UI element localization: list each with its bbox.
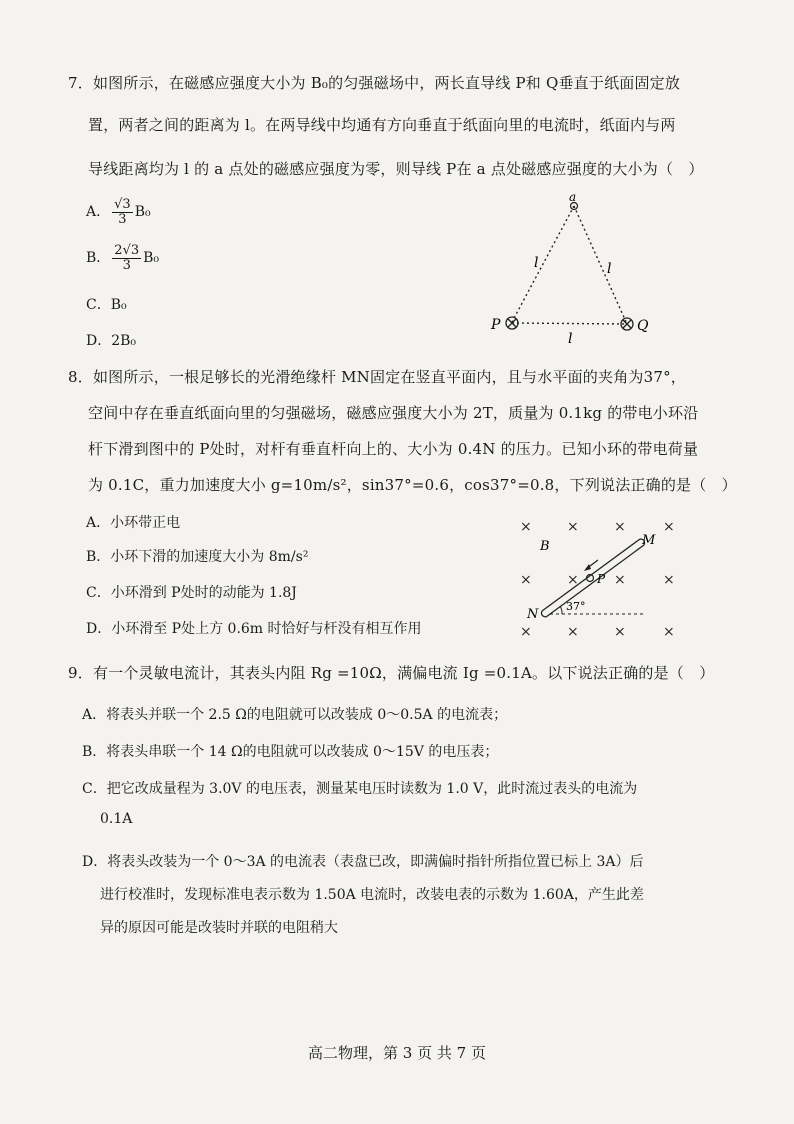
q8-line-1: 8．如图所示，一根足够长的光滑绝缘杆 MN固定在竖直平面内，且与水平面的夹角为37°，	[68, 368, 686, 386]
q8-option-c: C．小环滑到 P处时的动能为 1.8J	[86, 585, 297, 601]
q7-option-a-tail: B₀	[134, 204, 151, 221]
q9-option-a: A．将表头并联一个 2.5 Ω的电阻就可以改装成 0～0.5A 的电流表；	[82, 707, 508, 723]
q9-option-c-line-1: C．把它改成量程为 3.0V 的电压表，测量某电压时读数为 1.0 V，此时流过表头的电流为	[82, 781, 638, 797]
q8-line-2: 空间中存在垂直纸面向里的匀强磁场，磁感应强度大小为 2T，质量为 0.1kg 的带电小环沿	[88, 404, 699, 422]
q7-side-pa	[512, 206, 574, 322]
svg-text:×: ×	[614, 624, 626, 640]
q8-line-4: 为 0.1C，重力加速度大小 g=10m/s²，sin37°=0.6，cos37°=0.8，下列说法正确的是（ ）	[88, 476, 737, 494]
q7-side-qa	[574, 206, 627, 324]
q9-line-1: 9．有一个灵敏电流计，其表头内阻 Rg =10Ω，满偏电流 Ig =0.1A。以下说法正确的是（ ）	[68, 664, 715, 682]
q7-line-3: 导线距离均为 l 的 a 点处的磁感应强度为零，则导线 P在 a 点处磁感应强度的大小为（ ）	[88, 160, 704, 178]
svg-text:×: ×	[520, 572, 532, 588]
q7-option-b-label: B．	[86, 250, 111, 267]
q7-option-c: C．B₀	[86, 297, 127, 313]
svg-text:×: ×	[614, 519, 626, 535]
label-l-right: l	[607, 261, 612, 277]
q7-option-d: D．2B₀	[86, 333, 137, 349]
svg-text:×: ×	[567, 572, 579, 588]
svg-text:×: ×	[663, 624, 675, 640]
svg-text:×: ×	[567, 624, 579, 640]
q7-option-b	[86, 244, 159, 272]
svg-text:×: ×	[520, 519, 532, 535]
label-p: P	[491, 317, 501, 333]
angle-arc	[560, 606, 562, 614]
label-angle: 37°	[566, 600, 586, 613]
label-q: Q	[637, 318, 649, 334]
page-footer: 高二物理，第 3 页 共 7 页	[308, 1044, 486, 1062]
label-p-ring: P	[597, 572, 606, 586]
q8-rod-diagram	[512, 512, 690, 642]
q7-option-a-numerator: √3	[114, 197, 131, 212]
q7-line-2: 置，两者之间的距离为 l。在两导线中均通有方向垂直于纸面向里的电流时，纸面内与两	[88, 116, 676, 134]
q7-option-a-label: A．	[86, 204, 111, 221]
svg-text:×: ×	[520, 624, 532, 640]
q7-triangle-diagram	[480, 190, 670, 350]
q8-option-b: B．小环下滑的加速度大小为 8m/s²	[86, 549, 309, 565]
label-m: M	[642, 533, 656, 548]
rod-edge-lower	[546, 545, 644, 617]
rod-end-n	[542, 611, 547, 617]
svg-text:×: ×	[614, 572, 626, 588]
q7-option-b-denominator: 3	[122, 257, 131, 273]
label-n: N	[527, 607, 539, 622]
svg-text:×: ×	[567, 519, 579, 535]
q7-option-b-fraction	[112, 244, 141, 272]
q8-line-3: 杆下滑到图中的 P处时，对杆有垂直杆向上的、大小为 0.4N 的压力。已知小环的带电荷量	[88, 440, 699, 458]
svg-text:×: ×	[663, 519, 675, 535]
q8-option-d: D．小环滑至 P处上方 0.6m 时恰好与杆没有相互作用	[86, 621, 422, 637]
q7-option-a-denominator: 3	[118, 211, 127, 227]
svg-text:×: ×	[663, 572, 675, 588]
label-b-field: B	[540, 539, 550, 554]
q8-option-a: A．小环带正电	[86, 515, 181, 531]
q7-side-pq	[512, 323, 627, 324]
q7-option-b-numerator: 2√3	[114, 243, 140, 258]
label-l-left: l	[534, 255, 539, 271]
label-l-bottom: l	[568, 331, 573, 347]
q7-option-a	[86, 198, 151, 226]
q9-option-c-line-2: 0.1A	[100, 811, 133, 827]
q9-option-d-line-3: 异的原因可能是改装时并联的电阻稍大	[100, 920, 338, 936]
q9-option-b: B．将表头串联一个 14 Ω的电阻就可以改装成 0～15V 的电压表；	[82, 744, 499, 760]
velocity-arrow-head-icon	[584, 564, 591, 571]
q9-option-d-line-1: D．将表头改装为一个 0～3A 的电流表（表盘已改，即满偏时指针所指位置已标上 3A）后	[82, 854, 644, 870]
q9-option-d-line-2: 进行校准时，发现标准电表示数为 1.50A 电流时，改装电表的示数为 1.60A，产生此差	[100, 887, 644, 903]
label-a: a	[569, 190, 577, 204]
q7-line-1: 7．如图所示，在磁感应强度大小为 B₀的匀强磁场中，两长直导线 P和 Q垂直于纸面固定放	[68, 74, 681, 92]
q7-option-b-tail: B₀	[143, 250, 160, 267]
wire-p-cross-icon	[506, 317, 518, 329]
q7-option-a-fraction	[112, 198, 133, 226]
